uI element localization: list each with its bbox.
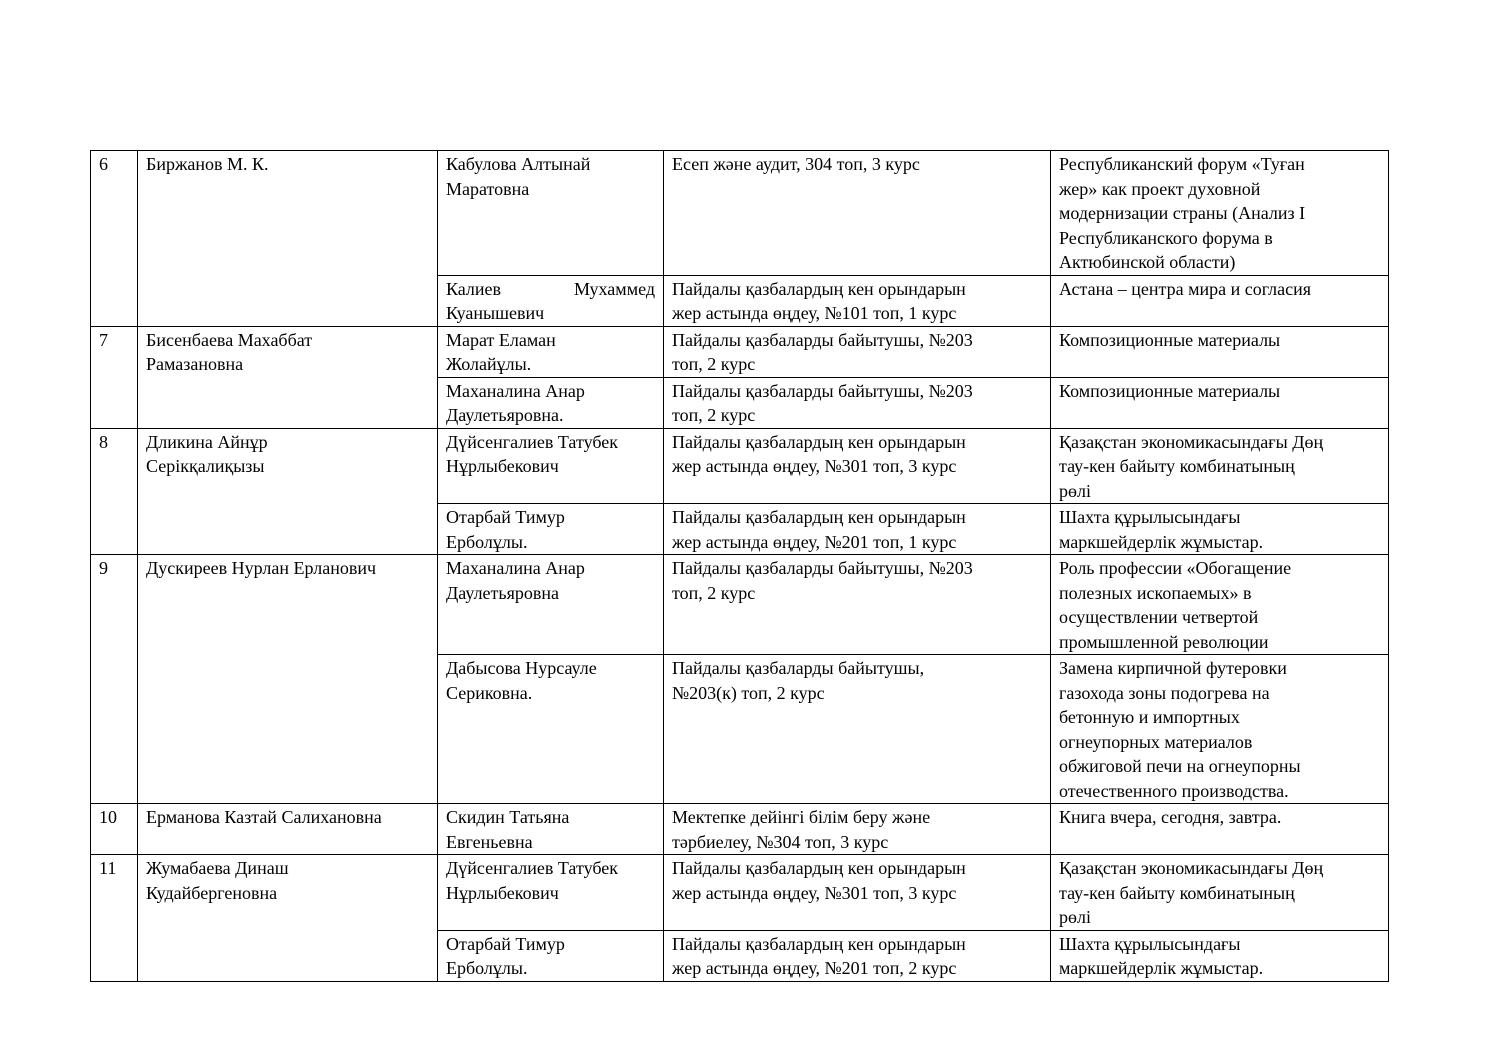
- student-group-line: Пайдалы қазбаларды байытушы, №203: [672, 329, 973, 350]
- supervisor-name-line: Жумабаева Динаш: [146, 858, 289, 878]
- student-name-line: Калиев Мухаммед: [446, 278, 655, 299]
- research-topic-line: отечественного производства.: [1059, 780, 1289, 801]
- supervisor-name: [138, 804, 438, 855]
- student-name-line: Нұрлыбекович: [446, 882, 559, 903]
- supervisor-name-line: Биржанов М. К.: [146, 154, 269, 174]
- research-topic-line: обжиговой печи на огнеупорны: [1059, 756, 1301, 776]
- research-topic-line: маркшейдерлік жұмыстар.: [1059, 531, 1264, 552]
- research-topic-line: Астана – центра мира и согласия: [1059, 278, 1312, 299]
- research-topic-line: Республиканский форум «Туған: [1059, 154, 1305, 174]
- student-name: [438, 655, 664, 804]
- student-name-line: Отарбай Тимур: [446, 507, 565, 527]
- student-name-line: Нұрлыбекович: [446, 456, 559, 476]
- supervisor-name-line: Дликина Айнұр: [146, 431, 268, 452]
- research-topic-line: тау-кен байыту комбинатының: [1059, 456, 1295, 476]
- research-topic-line: Книга вчера, сегодня, завтра.: [1059, 807, 1282, 827]
- student-name-line: Даулетьяровна.: [446, 405, 564, 425]
- student-group: [664, 504, 1051, 555]
- student-group-line: топ, 2 курс: [672, 582, 756, 603]
- research-topic-line: модернизации страны (Анализ I: [1059, 203, 1306, 223]
- student-group-line: жер астында өңдеу, №201 топ, 2 курс: [672, 958, 957, 978]
- student-name-line: Сериковна.: [446, 682, 533, 703]
- student-group-line: Пайдалы қазбаларды байытушы, №203: [672, 558, 973, 578]
- student-name-line: Ерболұлы.: [446, 958, 528, 978]
- row-number: 11: [91, 855, 138, 982]
- row-number: 6: [91, 151, 138, 327]
- research-topic-line: осуществлении четвертой: [1059, 607, 1259, 627]
- student-name-line: Ерболұлы.: [446, 531, 528, 552]
- student-name-line: Маханалина Анар: [446, 380, 585, 401]
- row-number: 9: [91, 555, 138, 804]
- student-name-line: Дүйсенгалиев Татубек: [446, 858, 618, 878]
- student-name-line: Марат Еламан: [446, 329, 556, 350]
- student-group: [664, 930, 1051, 981]
- research-topic-line: Композиционные материалы: [1059, 329, 1281, 350]
- student-name: [438, 326, 664, 377]
- table-row: [91, 428, 1389, 504]
- research-topic: [1051, 655, 1389, 804]
- student-group: [664, 326, 1051, 377]
- research-topic-line: Композиционные материалы: [1059, 380, 1281, 401]
- research-topic-line: жер» как проект духовной: [1059, 178, 1261, 199]
- student-name: [438, 855, 664, 931]
- research-topic-line: рөлі: [1059, 480, 1091, 501]
- research-topic-line: промышленной революции: [1059, 631, 1269, 652]
- research-topic: [1051, 326, 1389, 377]
- research-topic-line: Шахта құрылысындағы: [1059, 933, 1241, 954]
- research-topic-line: Шахта құрылысындағы: [1059, 507, 1241, 527]
- student-group-line: жер астында өңдеу, №301 топ, 3 курс: [672, 456, 957, 476]
- supervisors-table: [90, 150, 1389, 982]
- student-group-line: жер астында өңдеу, №101 топ, 1 курс: [672, 303, 957, 323]
- student-group: [664, 655, 1051, 804]
- student-group: [664, 804, 1051, 855]
- student-group-line: Пайдалы қазбалардың кен орындарын: [672, 278, 966, 299]
- student-group: [664, 377, 1051, 428]
- supervisor-name-line: Дускиреев Нурлан Ерланович: [146, 558, 377, 578]
- student-group-line: тәрбиелеу, №304 топ, 3 курс: [672, 831, 889, 852]
- student-group: [664, 151, 1051, 276]
- student-group-line: Пайдалы қазбалардың кен орындарын: [672, 933, 966, 954]
- supervisor-name: [138, 151, 438, 327]
- research-topic-line: тау-кен байыту комбинатының: [1059, 882, 1295, 903]
- research-topic: [1051, 804, 1389, 855]
- research-topic-line: полезных ископаемых» в: [1059, 582, 1252, 603]
- table-row: [91, 804, 1389, 855]
- student-group-line: Пайдалы қазбалардың кен орындарын: [672, 858, 966, 878]
- table-row: [91, 151, 1389, 276]
- supervisor-name: [138, 855, 438, 982]
- student-group-line: Пайдалы қазбаларды байытушы, №203: [672, 380, 973, 401]
- research-topic-line: Актюбинской области): [1059, 252, 1236, 272]
- student-name-line: Маханалина Анар: [446, 558, 585, 578]
- student-group-line: жер астында өңдеу, №301 топ, 3 курс: [672, 882, 957, 903]
- student-name: [438, 428, 664, 504]
- research-topic-line: Роль профессии «Обогащение: [1059, 558, 1292, 578]
- student-name-line: Отарбай Тимур: [446, 933, 565, 954]
- research-topic: [1051, 377, 1389, 428]
- student-group-line: Пайдалы қазбаларды байытушы,: [672, 658, 925, 678]
- student-group: [664, 855, 1051, 931]
- student-group-line: топ, 2 курс: [672, 354, 756, 374]
- student-group-line: №203(к) топ, 2 курс: [672, 682, 825, 703]
- research-topic: [1051, 151, 1389, 276]
- research-topic-line: маркшейдерлік жұмыстар.: [1059, 958, 1264, 978]
- research-topic: [1051, 504, 1389, 555]
- student-name: [438, 151, 664, 276]
- student-group: [664, 275, 1051, 326]
- research-topic-line: Қазақстан экономикасындағы Дөң: [1059, 858, 1324, 878]
- research-topic-line: Республиканского форума в: [1059, 227, 1273, 248]
- student-name: [438, 377, 664, 428]
- research-topic: [1051, 275, 1389, 326]
- student-name-line: Жолайұлы.: [446, 354, 532, 374]
- research-topic-line: газохода зоны подогрева на: [1059, 682, 1270, 703]
- research-topic-line: рөлі: [1059, 907, 1091, 927]
- student-name-line: Дабысова Нурсауле: [446, 658, 597, 678]
- supervisor-name-line: Кудайбергеновна: [146, 882, 278, 903]
- student-name-line: Маратовна: [446, 178, 530, 199]
- row-number: 7: [91, 326, 138, 428]
- supervisor-name-line: Рамазановна: [146, 354, 244, 374]
- student-group-line: Есеп және аудит, 304 топ, 3 курс: [672, 154, 920, 174]
- student-name-line: Куанышевич: [446, 303, 545, 323]
- research-topic: [1051, 930, 1389, 981]
- student-group-line: Пайдалы қазбалардың кен орындарын: [672, 507, 966, 527]
- research-topic-line: бетонную и импортных: [1059, 707, 1240, 727]
- student-name: [438, 555, 664, 655]
- research-topic: [1051, 428, 1389, 504]
- supervisor-name: [138, 428, 438, 555]
- research-topic-line: огнеупорных материалов: [1059, 731, 1253, 752]
- table-row: [91, 855, 1389, 931]
- supervisor-name-line: Бисенбаева Махаббат: [146, 329, 313, 350]
- research-topic: [1051, 855, 1389, 931]
- student-name-line: Евгеньевна: [446, 831, 533, 852]
- table-body: [91, 151, 1389, 982]
- student-name: [438, 930, 664, 981]
- student-group-line: Пайдалы қазбалардың кен орындарын: [672, 431, 966, 452]
- student-name: [438, 275, 664, 326]
- research-topic: [1051, 555, 1389, 655]
- table-row: [91, 326, 1389, 377]
- supervisor-name: [138, 326, 438, 428]
- student-group-line: жер астында өңдеу, №201 топ, 1 курс: [672, 531, 957, 552]
- student-name-line: Даулетьяровна: [446, 582, 560, 603]
- research-topic-line: Замена кирпичной футеровки: [1059, 658, 1287, 678]
- student-name-line: Дүйсенгалиев Татубек: [446, 431, 618, 452]
- supervisor-name-line: Серікқалиқызы: [146, 456, 265, 476]
- student-name-line: Скидин Татьяна: [446, 807, 570, 827]
- student-name: [438, 504, 664, 555]
- research-topic-line: Қазақстан экономикасындағы Дөң: [1059, 431, 1324, 452]
- student-group-line: Мектепке дейінгі білім беру және: [672, 807, 931, 827]
- student-group: [664, 555, 1051, 655]
- supervisor-name: [138, 555, 438, 804]
- student-group: [664, 428, 1051, 504]
- supervisor-name-line: Ерманова Казтай Салихановна: [146, 807, 382, 827]
- row-number: 10: [91, 804, 138, 855]
- student-name-line: Кабулова Алтынай: [446, 154, 591, 174]
- student-group-line: топ, 2 курс: [672, 405, 756, 425]
- student-name: [438, 804, 664, 855]
- row-number: 8: [91, 428, 138, 555]
- table-row: [91, 555, 1389, 655]
